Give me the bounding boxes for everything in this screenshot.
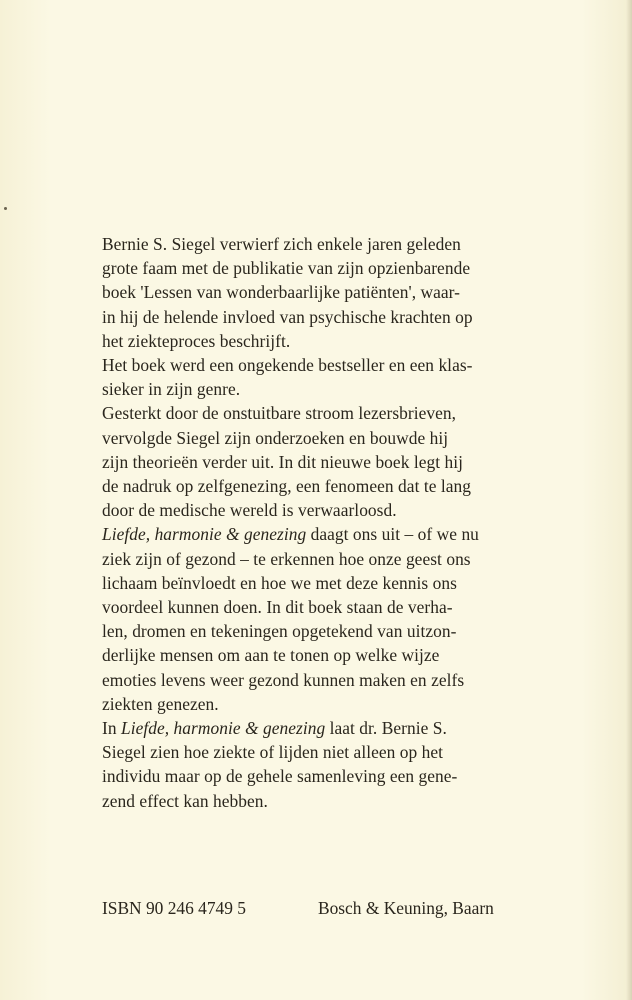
blurb-line: de nadruk op zelfgenezing, een fenomeen dat te lang: [102, 476, 472, 497]
blurb-line: voordeel kunnen doen. In dit boek staan de verha-: [102, 597, 453, 618]
blurb-line: ziekten genezen.: [102, 693, 219, 714]
book-blurb: [102, 232, 524, 813]
blurb-line: emoties levens weer gezond kunnen maken en zelfs: [102, 669, 465, 690]
paper-speck: [4, 207, 7, 210]
blurb-line: len, dromen en tekeningen opgetekend van uitzon-: [102, 621, 457, 642]
blurb-line: Het boek werd een ongekende bestseller en een klas-: [102, 355, 473, 376]
blurb-line: boek 'Lessen van wonderbaarlijke patiënten', waar-: [102, 282, 461, 303]
blurb-line: individu maar op de gehele samenleving een gene-: [102, 766, 458, 787]
book-title-italic: Liefde, harmonie & genezing: [120, 718, 326, 739]
blurb-line: sieker in zijn genre.: [102, 379, 241, 400]
book-title-italic: Liefde, harmonie & genezing: [102, 524, 307, 545]
blurb-line: [102, 522, 524, 546]
publisher-name: Bosch & Keuning, Baarn: [318, 898, 494, 918]
blurb-line: zend effect kan hebben.: [102, 790, 268, 811]
blurb-line: in hij de helende invloed van psychische krachten op: [102, 306, 473, 327]
blurb-line: Siegel zien hoe ziekte of lijden niet alleen op het: [102, 742, 444, 763]
blurb-line: Bernie S. Siegel verwierf zich enkele jaren geleden: [102, 234, 461, 254]
blurb-text: In: [102, 718, 121, 739]
blurb-line: lichaam beïnvloedt en hoe we met deze kennis ons: [102, 572, 457, 593]
blurb-text: daagt ons uit – of we nu: [306, 524, 479, 545]
blurb-line: het ziekteproces beschrijft.: [102, 330, 291, 351]
blurb-line: grote faam met de publikatie van zijn opzienbarende: [102, 258, 471, 279]
blurb-line: derlijke mensen om aan te tonen op welke wijze: [102, 645, 440, 666]
isbn-number: ISBN 90 246 4749 5: [102, 898, 246, 918]
blurb-line: ziek zijn of gezond – te erkennen hoe onze geest ons: [102, 548, 471, 569]
blurb-line: vervolgde Siegel zijn onderzoeken en bouwde hij: [102, 427, 449, 448]
blurb-text: laat dr. Bernie S.: [325, 718, 447, 739]
blurb-line: door de medische wereld is verwaarloosd.: [102, 500, 397, 521]
page-edge-shadow: [626, 0, 632, 1000]
blurb-line: Gesterkt door de onstuitbare stroom lezersbrieven,: [102, 403, 457, 424]
blurb-line: zijn theorieën verder uit. In dit nieuwe boek legt hij: [102, 451, 464, 472]
blurb-line: [102, 716, 524, 740]
